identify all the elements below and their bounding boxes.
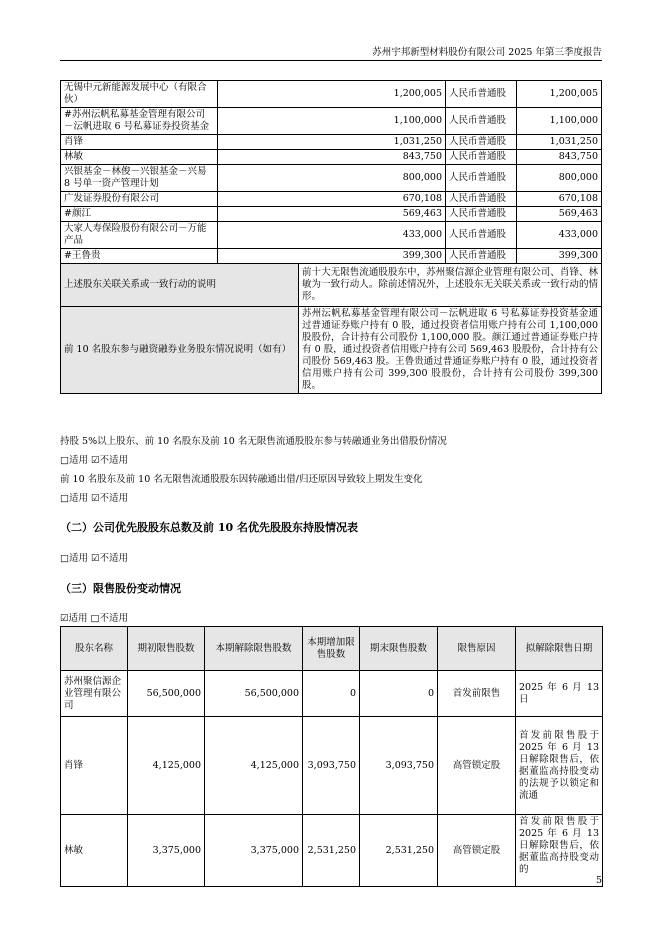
ending-restricted: 3,093,750 bbox=[360, 717, 438, 815]
restricted-column-header: 拟解除限售日期 bbox=[516, 627, 603, 671]
released-restricted: 56,500,000 bbox=[205, 671, 303, 717]
share-amount: 1,200,005 bbox=[517, 81, 602, 108]
share-type: 人民币普通股 bbox=[446, 165, 517, 192]
section3-applicable-option: ☑适用 □不适用 bbox=[60, 613, 129, 624]
holder-shares: 670,108 bbox=[218, 192, 446, 207]
restricted-column-header: 本期解除限售股数 bbox=[205, 627, 303, 671]
relation-text: 前十大无限售流通股股东中，苏州聚信源企业管理有限公司、肖锋、林敏为一致行动人。除前述情况外，上述股东无关联关系或一致行动的情形。 bbox=[299, 264, 602, 307]
added-restricted: 3,093,750 bbox=[303, 717, 360, 815]
holder-name: 大家人寿保险股份有限公司－万能产品 bbox=[61, 222, 218, 249]
restricted-holder-name: 肖锋 bbox=[61, 717, 128, 815]
restricted-column-header: 期初限售股数 bbox=[128, 627, 205, 671]
holder-row bbox=[61, 165, 602, 192]
holder-name: 兴银基金－林俊－兴银基金－兴易 8 号单一资产管理计划 bbox=[61, 165, 218, 192]
lending-paragraph: 持股 5%以上股东、前 10 名股东及前 10 名无限售流通股股东参与转融通业务出借股份情况 bbox=[60, 436, 447, 447]
initial-restricted: 4,125,000 bbox=[128, 717, 205, 815]
lending-applicable-option: □适用 ☑不适用 bbox=[60, 455, 129, 466]
holder-row bbox=[61, 81, 602, 108]
restricted-holder-name: 苏州聚信源企业管理有限公司 bbox=[61, 671, 128, 717]
release-date: 首发前限售股于 2025 年 6 月 13 日解除限售后，依据董监高持股变动的 bbox=[516, 815, 603, 887]
restriction-reason: 首发前限售 bbox=[438, 671, 516, 717]
holder-name: 无锡中元新能源发展中心（有限合伙） bbox=[61, 81, 218, 108]
holder-shares: 843,750 bbox=[218, 150, 446, 165]
release-date: 2025 年 6 月 13 日 bbox=[516, 671, 603, 717]
share-type: 人民币普通股 bbox=[446, 81, 517, 108]
page-header: 苏州宇邦新型材料股份有限公司 2025 年第三季度报告 bbox=[372, 47, 602, 58]
restricted-column-header: 股东名称 bbox=[61, 627, 128, 671]
restricted-column-header: 期末限售股数 bbox=[360, 627, 438, 671]
released-restricted: 4,125,000 bbox=[205, 717, 303, 815]
holder-name: #王鲁贵 bbox=[61, 249, 218, 264]
holder-shares: 433,000 bbox=[218, 222, 446, 249]
restricted-column-header: 限售原因 bbox=[438, 627, 516, 671]
relation-label: 上述股东关联关系或一致行动的说明 bbox=[61, 264, 299, 307]
ending-restricted: 0 bbox=[360, 671, 438, 717]
margin-row bbox=[61, 307, 602, 394]
section3-title: （三）限售股份变动情况 bbox=[60, 582, 181, 595]
section2-applicable-option: □适用 ☑不适用 bbox=[60, 553, 129, 564]
share-type: 人民币普通股 bbox=[446, 192, 517, 207]
share-type: 人民币普通股 bbox=[446, 135, 517, 150]
share-amount: 800,000 bbox=[517, 165, 602, 192]
restricted-shares-table bbox=[60, 626, 603, 887]
top-holders-table bbox=[60, 80, 602, 394]
share-amount: 670,108 bbox=[517, 192, 602, 207]
share-type: 人民币普通股 bbox=[446, 222, 517, 249]
share-type: 人民币普通股 bbox=[446, 207, 517, 222]
restriction-reason: 高管锁定股 bbox=[438, 815, 516, 887]
holder-name: 肖锋 bbox=[61, 135, 218, 150]
margin-text: 苏州沄帆私募基金管理有限公司－沄帆进取 6 号私募证券投资基金通过普通证券账户持有 0 股，通过投资者信用账户持有公司 1,100,000 股股份，合计持有公司股份 1,100,000 股。颜江通过普通证券账户持有 0 股，通过投资者信用账户持有公司 569,463 股股份，合计持有公司股份 569,463 股。王鲁贵通过普通证券账户持有 0 股，通过投资者信用账户持有公司 399,300 股股份，合计持有公司股份 399,300 股。 bbox=[299, 307, 602, 394]
released-restricted: 3,375,000 bbox=[205, 815, 303, 887]
restricted-header-row bbox=[61, 627, 603, 671]
share-amount: 1,100,000 bbox=[517, 108, 602, 135]
holder-row bbox=[61, 108, 602, 135]
added-restricted: 0 bbox=[303, 671, 360, 717]
holder-row bbox=[61, 222, 602, 249]
relation-row bbox=[61, 264, 602, 307]
release-date: 首发前限售股于 2025 年 6 月 13 日解除限售后，依据董监高持股变动的法规予以锁定和流通 bbox=[516, 717, 603, 815]
section2-title: （二）公司优先股股东总数及前 10 名优先股股东持股情况表 bbox=[60, 521, 358, 534]
restriction-reason: 高管锁定股 bbox=[438, 717, 516, 815]
share-type: 人民币普通股 bbox=[446, 150, 517, 165]
initial-restricted: 56,500,000 bbox=[128, 671, 205, 717]
holder-shares: 399,300 bbox=[218, 249, 446, 264]
share-amount: 569,463 bbox=[517, 207, 602, 222]
share-amount: 843,750 bbox=[517, 150, 602, 165]
restricted-row bbox=[61, 671, 603, 717]
holder-row bbox=[61, 207, 602, 222]
added-restricted: 2,531,250 bbox=[303, 815, 360, 887]
share-type: 人民币普通股 bbox=[446, 108, 517, 135]
page-number: 5 bbox=[595, 875, 602, 886]
holder-row bbox=[61, 249, 602, 264]
share-type: 人民币普通股 bbox=[446, 249, 517, 264]
holder-shares: 1,031,250 bbox=[218, 135, 446, 150]
holder-row bbox=[61, 135, 602, 150]
header-rule bbox=[60, 60, 602, 61]
holder-shares: 1,100,000 bbox=[218, 108, 446, 135]
restricted-row bbox=[61, 815, 603, 887]
change-paragraph: 前 10 名股东及前 10 名无限售流通股股东因转融通出借/归还原因导致较上期发生变化 bbox=[60, 474, 423, 485]
holder-row bbox=[61, 192, 602, 207]
holder-shares: 800,000 bbox=[218, 165, 446, 192]
holder-name: #苏州沄帆私募基金管理有限公司－沄帆进取 6 号私募证券投资基金 bbox=[61, 108, 218, 135]
holder-shares: 1,200,005 bbox=[218, 81, 446, 108]
ending-restricted: 2,531,250 bbox=[360, 815, 438, 887]
share-amount: 433,000 bbox=[517, 222, 602, 249]
holder-name: 广发证券股份有限公司 bbox=[61, 192, 218, 207]
holder-name: #颜江 bbox=[61, 207, 218, 222]
restricted-holder-name: 林敏 bbox=[61, 815, 128, 887]
margin-label: 前 10 名股东参与融资融券业务股东情况说明（如有） bbox=[61, 307, 299, 394]
share-amount: 1,031,250 bbox=[517, 135, 602, 150]
share-amount: 399,300 bbox=[517, 249, 602, 264]
restricted-row bbox=[61, 717, 603, 815]
restricted-column-header: 本期增加限售股数 bbox=[303, 627, 360, 671]
initial-restricted: 3,375,000 bbox=[128, 815, 205, 887]
holder-name: 林敏 bbox=[61, 150, 218, 165]
change-applicable-option: □适用 ☑不适用 bbox=[60, 493, 129, 504]
holder-shares: 569,463 bbox=[218, 207, 446, 222]
holder-row bbox=[61, 150, 602, 165]
